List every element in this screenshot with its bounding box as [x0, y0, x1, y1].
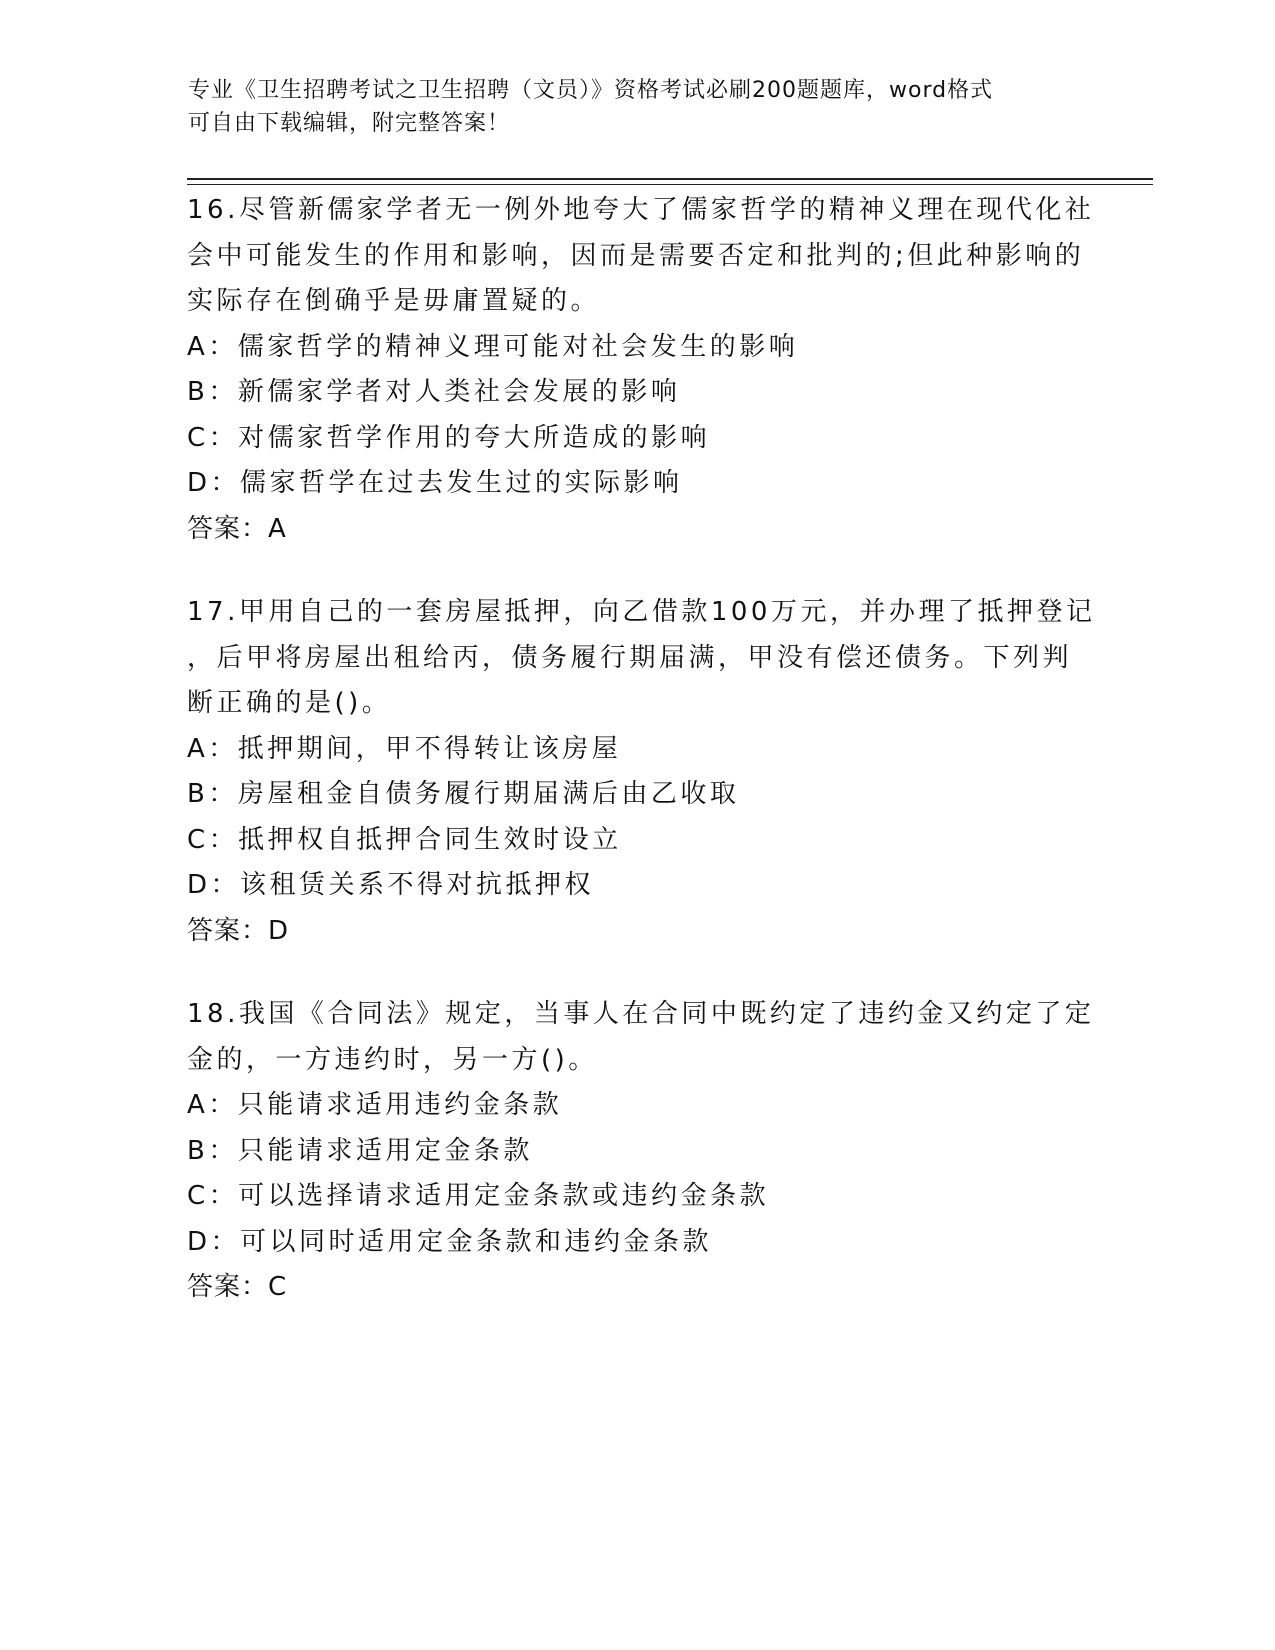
- answer-line: 答案：A: [187, 513, 287, 544]
- option-d: D：可以同时适用定金条款和违约金条款: [187, 1226, 713, 1257]
- header-line: 专业《卫生招聘考试之卫生招聘（文员）》资格考试必刷200题题库，word格式: [188, 78, 994, 103]
- header-divider-thin: [187, 184, 1153, 185]
- question-18: [187, 992, 1107, 1311]
- answer-line: 答案：D: [187, 915, 290, 946]
- option-c: C：可以选择请求适用定金条款或违约金条款: [187, 1181, 770, 1211]
- question-text-line: 断正确的是()。: [187, 688, 392, 718]
- question-text-line: 16.尽管新儒家学者无一例外地夸大了儒家哲学的精神义理在现代化社: [187, 195, 1095, 225]
- option-c: C：对儒家哲学作用的夸大所造成的影响: [187, 422, 711, 453]
- option-b: B：只能请求适用定金条款: [187, 1135, 533, 1166]
- question-text-line: ，后甲将房屋出租给丙，债务履行期届满，甲没有偿还债务。下列判: [187, 642, 1073, 673]
- question-17: [187, 590, 1107, 954]
- question-text-line: 会中可能发生的作用和影响，因而是需要否定和批判的;但此种影响的: [187, 240, 1085, 271]
- option-a: A：抵押期间，甲不得转让该房屋: [187, 733, 622, 764]
- option-b: B：房屋租金自债务履行期届满后由乙收取: [187, 779, 740, 809]
- option-a: A：只能请求适用违约金条款: [187, 1090, 563, 1120]
- header-line: 可自由下载编辑，附完整答案！: [188, 111, 511, 136]
- option-d: D：该租赁关系不得对抗抵押权: [187, 870, 595, 900]
- option-d: D：儒家哲学在过去发生过的实际影响: [187, 468, 683, 498]
- question-16: [187, 188, 1107, 552]
- question-text-line: 18.我国《合同法》规定，当事人在合同中既约定了违约金又约定了定: [187, 999, 1095, 1029]
- question-text-line: 17.甲用自己的一套房屋抵押，向乙借款100万元，并办理了抵押登记: [187, 597, 1096, 627]
- question-text-line: 金的，一方违约时，另一方()。: [187, 1044, 598, 1075]
- option-a: A：儒家哲学的精神义理可能对社会发生的影响: [187, 331, 799, 362]
- document-header: [188, 74, 1068, 140]
- option-b: B：新儒家学者对人类社会发展的影响: [187, 377, 681, 407]
- question-list: [187, 188, 1107, 1349]
- header-divider-thick: [187, 178, 1153, 180]
- option-c: C：抵押权自抵押合同生效时设立: [187, 824, 622, 855]
- answer-line: 答案：C: [187, 1272, 288, 1302]
- question-text-line: 实际存在倒确乎是毋庸置疑的。: [187, 286, 601, 316]
